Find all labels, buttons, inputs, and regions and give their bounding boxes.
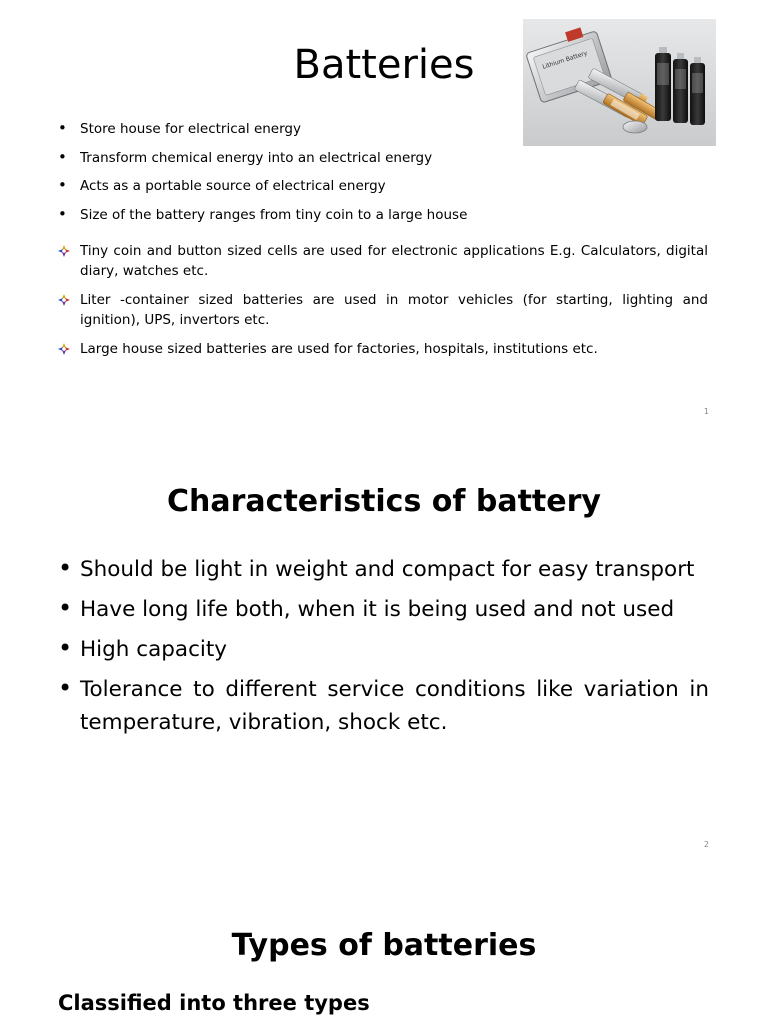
slide-title: Batteries [293, 41, 475, 88]
slide-types [0, 866, 768, 1024]
page-number: 2 [703, 840, 709, 849]
list-item: • Acts as a portable source of electrical energy [58, 177, 710, 206]
list-item: • Tolerance to different service conditions like variation in temperature, vibration, shock etc. [58, 673, 709, 739]
arrow-bullet-icon [58, 294, 70, 306]
list-item-text: Large house sized batteries are used for factories, hospitals, institutions etc. [80, 341, 598, 357]
page-number: 1 [703, 407, 709, 416]
slide-title: Characteristics of battery [167, 483, 601, 519]
slide-title: Types of batteries [231, 927, 537, 963]
slide-subtitle: Classified into three types [58, 991, 370, 1015]
list-item-text: Liter -container sized batteries are used in motor vehicles (for starting, lighting and ignition), UPS, invertors etc. [80, 292, 708, 328]
list-item [58, 241, 708, 281]
list-item: • Have long life both, when it is being used and not used [58, 593, 709, 626]
list-item-text: Tiny coin and button sized cells are used for electronic applications E.g. Calculators, digital diary, watches etc. [80, 243, 708, 279]
arrow-bullet-icon [58, 245, 70, 257]
battery-facts-list [58, 120, 710, 234]
slide-batteries [0, 0, 768, 433]
slide-characteristics [0, 433, 768, 866]
photo-label: Lithium Battery [541, 49, 589, 71]
list-item: • Should be light in weight and compact for easy transport [58, 553, 709, 586]
arrow-bullet-icon [58, 343, 70, 355]
list-item [58, 290, 708, 330]
battery-size-list [58, 241, 708, 368]
list-item: • High capacity [58, 633, 709, 666]
list-item: • Size of the battery ranges from tiny coin to a large house [58, 206, 710, 235]
list-item: • Transform chemical energy into an electrical energy [58, 149, 710, 178]
list-item [58, 339, 708, 359]
list-item: • Store house for electrical energy [58, 120, 710, 149]
characteristics-list [58, 553, 709, 746]
